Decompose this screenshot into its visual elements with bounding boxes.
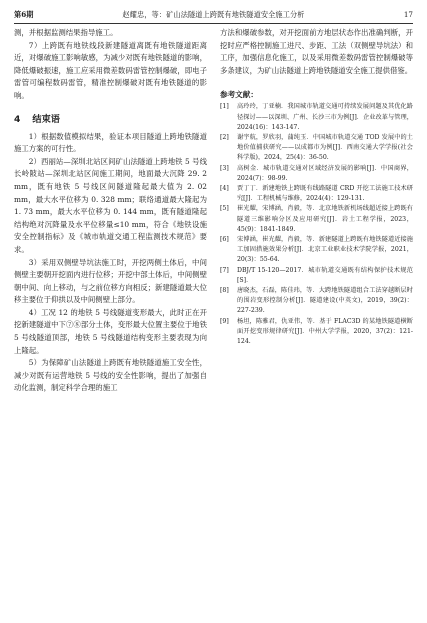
reference-item	[220, 204, 413, 235]
paragraph-continuation: 测，并根据监测结果指导施工。	[14, 28, 118, 37]
conclusion-item: 1）根据数值模拟结果，验证本项目隧道上跨地铁隧道施工方案的可行性。	[14, 131, 207, 154]
reference-text: 高玲玲，丁亚楠．我国城市轨道交通可持续发展问题及其优化路径探讨——以深圳、广州、长沙三市为例[J]．企业改革与管理，2024(16)：143-147.	[237, 103, 413, 131]
reference-text: 高树金．城市轨道交通对区域经济发展的影响[J]．中国商界，2024(7)：98-99.	[237, 164, 413, 182]
conclusion-item: 5）为保障矿山法隧道上跨既有地铁隧道施工安全性，减少对既有运营地铁 5 号线的安全性影响，提出了加强自动化监测，制定科学合理的施工	[14, 358, 207, 393]
reference-number: [1]	[220, 103, 229, 111]
section-heading	[14, 113, 207, 126]
reference-number: [6]	[220, 236, 229, 244]
reference-number: [5]	[220, 205, 229, 213]
reference-item	[220, 184, 413, 204]
reference-text: 贾丁丁．新建地铁上跨既有线路隧道 CRD 开挖工法施工技术研究[J]．工程机械与维修，2024(4)：129-131.	[237, 185, 413, 203]
section-number: 4	[14, 113, 21, 125]
issue-number: 第6期	[14, 10, 34, 19]
reference-item	[220, 235, 413, 266]
reference-text: 宋博涵，崔光耀，肖毅，等．新建隧道上跨既有地铁隧道近接施工加固措施效果分析[J]．北京工业职业技术学院学报，2021，20(3)：55-64.	[237, 236, 413, 264]
reference-number: [2]	[220, 133, 229, 141]
paragraph-point-7: 7）上跨既有地铁线段新建隧道离既有地铁隧道距离近，对爆破施工影响敏感，为减少对既有地铁隧道的影响，降低爆破振速，施工应采用微差数码雷管控制爆破，即电子雷管可编程数码雷管，精准控制爆破对既有地铁隧道的影响。	[14, 40, 207, 100]
conclusion-item: 3）采用双侧壁导坑法施工时，开挖两侧土体后，中间侧壁主要朝开挖面内进行位移；开挖中部土体后，中间侧壁朝中间、向上移动，与之前位移方向相反；新建隧道最大位移主要位于仰拱以及中间侧壁上部分。	[14, 257, 207, 305]
conclusion-item: 2）西丽站—深圳北站区间矿山法隧道上跨地铁 5 号线长岭陂站—深圳北站区间施工期间，地面最大沉降 29. 2 mm，既有地铁 5 号线区间隧道隆起最大值为 2. 02 mm，最大水平位移为 0. 328 mm；联络通道最大隆起为 1. 73 mm，最大水平位移为 0. 144 mm，既有隧道隆起结构绝对沉降量及水平位移量≤10 mm，符合《地铁设施安全控制指标》及《城市轨道交通工程监测技术规范》要求。	[14, 156, 207, 254]
references-heading: 参考文献：	[220, 90, 258, 100]
reference-number: [3]	[220, 164, 229, 172]
paragraph-continuation: 方法和爆破参数，对开挖面前方地层状态作出准确判断，开挖时应严格控制施工进尺、步距、工法（双侧壁导坑法）和工序，加强信息化施工，以及采用微差数码雷管控制爆破等多条建议，为矿山法隧道上跨地铁隧道安全施工提供借鉴。	[220, 28, 413, 75]
reference-number: [7]	[220, 266, 229, 274]
reference-text: DBJ/T 15-120—2017．城市轨道交通既有结构保护技术规范[S]．	[237, 266, 413, 284]
conclusion-item: 4）工况 12 的地铁 5 号线隧道变形最大，此时正在开挖新建隧道中下⑦⑧部分土体，变形最大位置主要位于地铁 5 号线隧道顶部，地铁 5 号线隧道结构变形主要表现为向上隆起。	[14, 307, 207, 355]
reference-text: 崔光耀，宋博涵，肖毅，等．北京地铁新机场线超近接上跨既有隧道三维影响分区及应用研究[J]．岩土工程学报，2023，45(9)：1841-1849.	[237, 205, 413, 233]
reference-item	[220, 286, 413, 317]
running-title: 赵耀忠，等：矿山法隧道上跨既有地铁隧道安全施工分析	[122, 10, 305, 19]
reference-item	[220, 266, 413, 286]
reference-item	[220, 317, 413, 348]
reference-number: [8]	[220, 287, 229, 295]
reference-text: 杨坦，陈雅君，仇亚伟，等．基于 FLAC3D 的某地铁隧道横断面开挖变形规律研究[J]．中州大学学报，2020，37(2)：121-124.	[237, 317, 413, 346]
page-header	[14, 8, 413, 22]
reference-number: [9]	[220, 317, 229, 325]
header-rule	[14, 23, 413, 24]
reference-number: [4]	[220, 185, 229, 192]
left-column	[14, 27, 207, 395]
reference-item	[220, 164, 413, 184]
reference-item	[220, 102, 413, 133]
right-column	[220, 27, 413, 347]
page-number: 17	[403, 10, 413, 19]
reference-text: 唐晓杰，石磊，陈佳玮，等．大跨地铁隧道组合工法穿越断层时的围岩变形控制分析[J]．隧道建设(中英文)，2019，39(2)：227-239.	[237, 287, 413, 315]
section-title: 结束语	[32, 113, 60, 125]
reference-item	[220, 133, 413, 164]
reference-text: 谢宇航，罗欣羽，蒲纯玉．中国城市轨道交通 TOD 发展中的土地价值捕获研究——以成都市为例[J]．西南交通大学学报(社会科学版)，2024，25(4)：36-50.	[237, 133, 413, 162]
reference-list	[220, 102, 413, 347]
